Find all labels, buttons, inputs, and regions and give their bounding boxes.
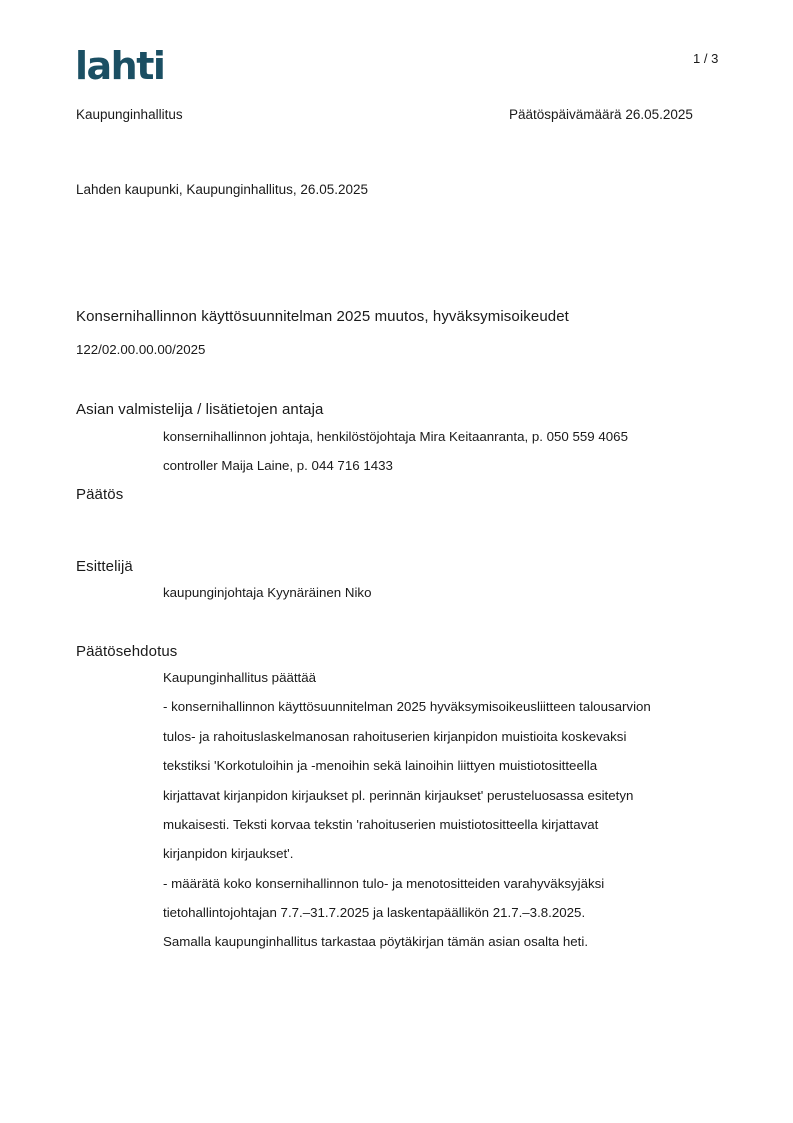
lahti-logo-mark (75, 44, 175, 84)
organ-name: Kaupunginhallitus (76, 107, 183, 122)
presenter-name: kaupunginjohtaja Kyynäräinen Niko (163, 585, 372, 600)
presenter-heading: Esittelijä (76, 558, 133, 575)
proposal-line: tietohallintojohtajan 7.7.–31.7.2025 ja laskentapäällikön 21.7.–3.8.2025. (163, 905, 586, 920)
logo-text: lahti (75, 44, 165, 84)
proposal-line: - konsernihallinnon käyttösuunnitelman 2025 hyväksymisoikeusliitteen talousarvion (163, 699, 651, 714)
page-number: 1 / 3 (693, 51, 719, 66)
proposal-line: - määrätä koko konsernihallinnon tulo- ja menotositteiden varahyväksyjäksi (163, 876, 605, 891)
preparer-heading: Asian valmistelija / lisätietojen antaja (76, 401, 324, 418)
proposal-line: Kaupunginhallitus päättää (163, 670, 317, 685)
proposal-line: kirjanpidon kirjaukset'. (163, 846, 294, 861)
lahti-logo (75, 44, 175, 84)
proposal-line: tekstiksi 'Korkotuloihin ja -menoihin sekä lainoihin liittyen muistiotositteella (163, 758, 598, 773)
proposal-line: Samalla kaupunginhallitus tarkastaa pöytäkirjan tämän asian osalta heti. (163, 934, 589, 949)
proposal-line: tulos- ja rahoituslaskelmanosan rahoituserien kirjanpidon muistioita koskevaksi (163, 729, 627, 744)
proposal-line: mukaisesti. Teksti korvaa tekstin 'rahoituserien muistiotositteella kirjattavat (163, 817, 599, 832)
meeting-line: Lahden kaupunki, Kaupunginhallitus, 26.05.2025 (76, 182, 368, 197)
decision-heading: Päätös (76, 486, 124, 503)
preparer-line: konsernihallinnon johtaja, henkilöstöjohtaja Mira Keitaanranta, p. 050 559 4065 (163, 429, 628, 444)
proposal-line: kirjattavat kirjanpidon kirjaukset pl. perinnän kirjaukset' perusteluosassa esitetyn (163, 788, 634, 803)
decision-date: Päätöspäivämäärä 26.05.2025 (509, 107, 693, 122)
document-title: Konsernihallinnon käyttösuunnitelman 2025 muutos, hyväksymisoikeudet (76, 308, 569, 325)
preparer-line: controller Maija Laine, p. 044 716 1433 (163, 458, 393, 473)
proposal-heading: Päätösehdotus (76, 643, 178, 660)
case-number: 122/02.00.00.00/2025 (76, 342, 206, 357)
